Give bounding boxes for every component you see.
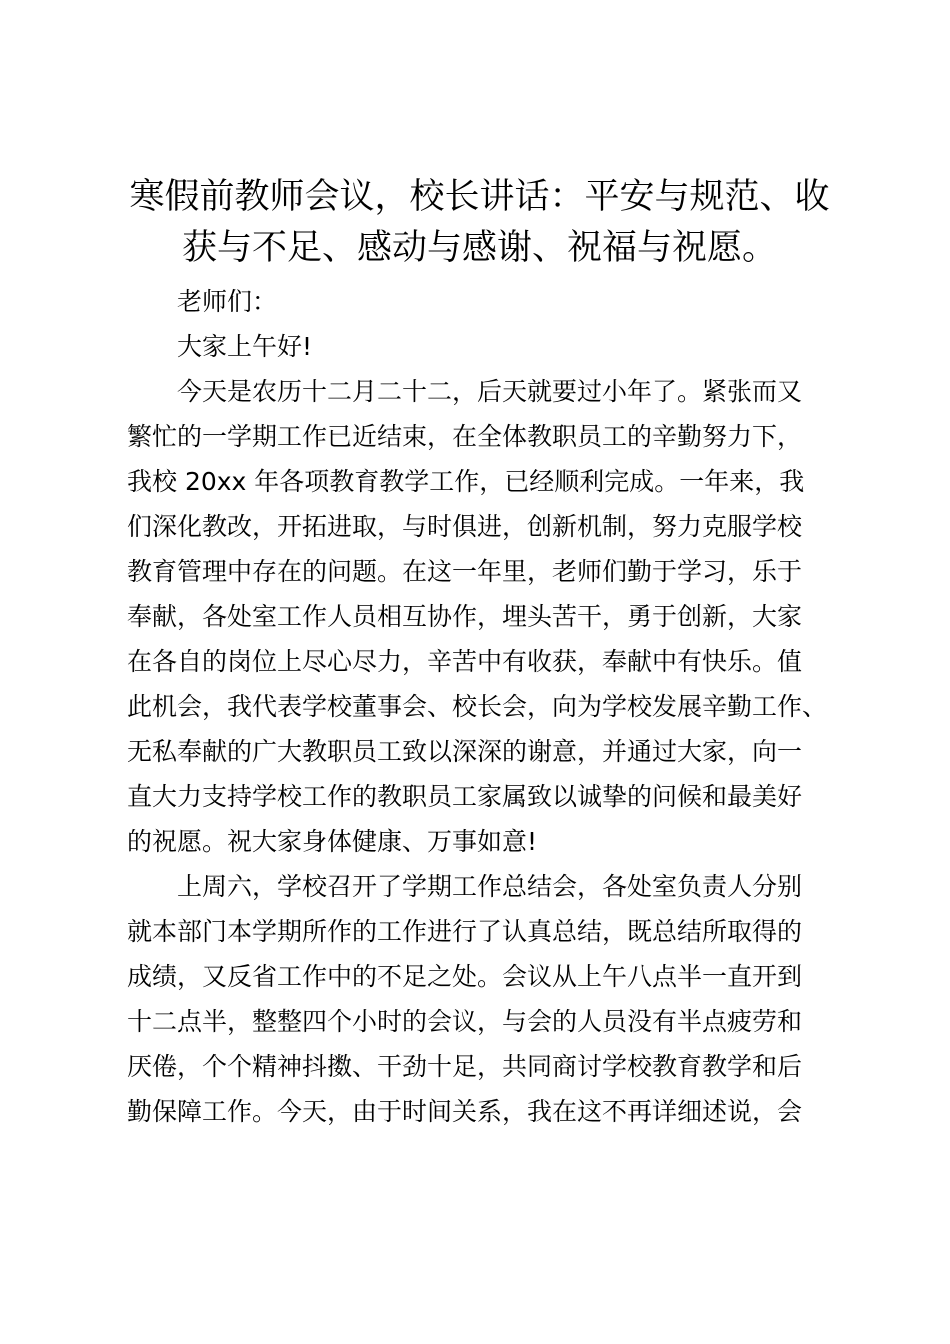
paragraph-line: 教育管理中存在的问题。在这一年里，老师们勤于学习，乐于 — [127, 557, 803, 586]
paragraph-line: 我校 20xx 年各项教育教学工作，已经顺利完成。一年来，我 — [127, 467, 805, 496]
title-line: 获与不足、感动与感谢、祝福与祝愿。 — [181, 228, 777, 268]
paragraph-line: 们深化教改，开拓进取，与时俱进，创新机制，努力克服学校 — [127, 512, 803, 541]
document-page — [127, 172, 832, 1134]
paragraph-line: 奉献，各处室工作人员相互协作，埋头苦干，勇于创新，大家 — [127, 602, 803, 631]
salutation: 老师们： — [177, 287, 278, 316]
paragraph-line: 在各自的岗位上尽心尽力，辛苦中有收获，奉献中有快乐。值 — [127, 647, 803, 676]
title-line: 寒假前教师会议，校长讲话：平安与规范、收 — [129, 177, 830, 217]
paragraph-line: 此机会，我代表学校董事会、校长会，向为学校发展辛勤工作、 — [127, 692, 828, 721]
paragraph-line: 勤保障工作。今天，由于时间关系，我在这不再详细述说，会 — [127, 1097, 803, 1126]
paragraph-line: 厌倦，个个精神抖擞、干劲十足，共同商讨学校教育教学和后 — [127, 1052, 803, 1081]
paragraph-line: 直大力支持学校工作的教职员工家属致以诚挚的问候和最美好 — [127, 782, 803, 811]
greeting: 大家上午好! — [177, 332, 313, 361]
paragraph-line: 今天是农历十二月二十二，后天就要过小年了。紧张而又 — [177, 377, 803, 406]
paragraph-line: 十二点半，整整四个小时的会议，与会的人员没有半点疲劳和 — [127, 1007, 803, 1036]
paragraph-line: 上周六，学校召开了学期工作总结会，各处室负责人分别 — [177, 872, 803, 901]
paragraph-line: 就本部门本学期所作的工作进行了认真总结，既总结所取得的 — [127, 917, 803, 946]
paragraph-line: 繁忙的一学期工作已近结束，在全体教职员工的辛勤努力下， — [127, 422, 803, 451]
document-title — [127, 172, 832, 274]
paragraph-line: 成绩，又反省工作中的不足之处。会议从上午八点半一直开到 — [127, 962, 803, 991]
paragraph-1 — [127, 369, 832, 864]
paragraph-line: 的祝愿。祝大家身体健康、万事如意! — [127, 827, 538, 856]
paragraph-line: 无私奉献的广大教职员工致以深深的谢意，并通过大家，向一 — [127, 737, 803, 766]
paragraph-2 — [127, 864, 832, 1134]
